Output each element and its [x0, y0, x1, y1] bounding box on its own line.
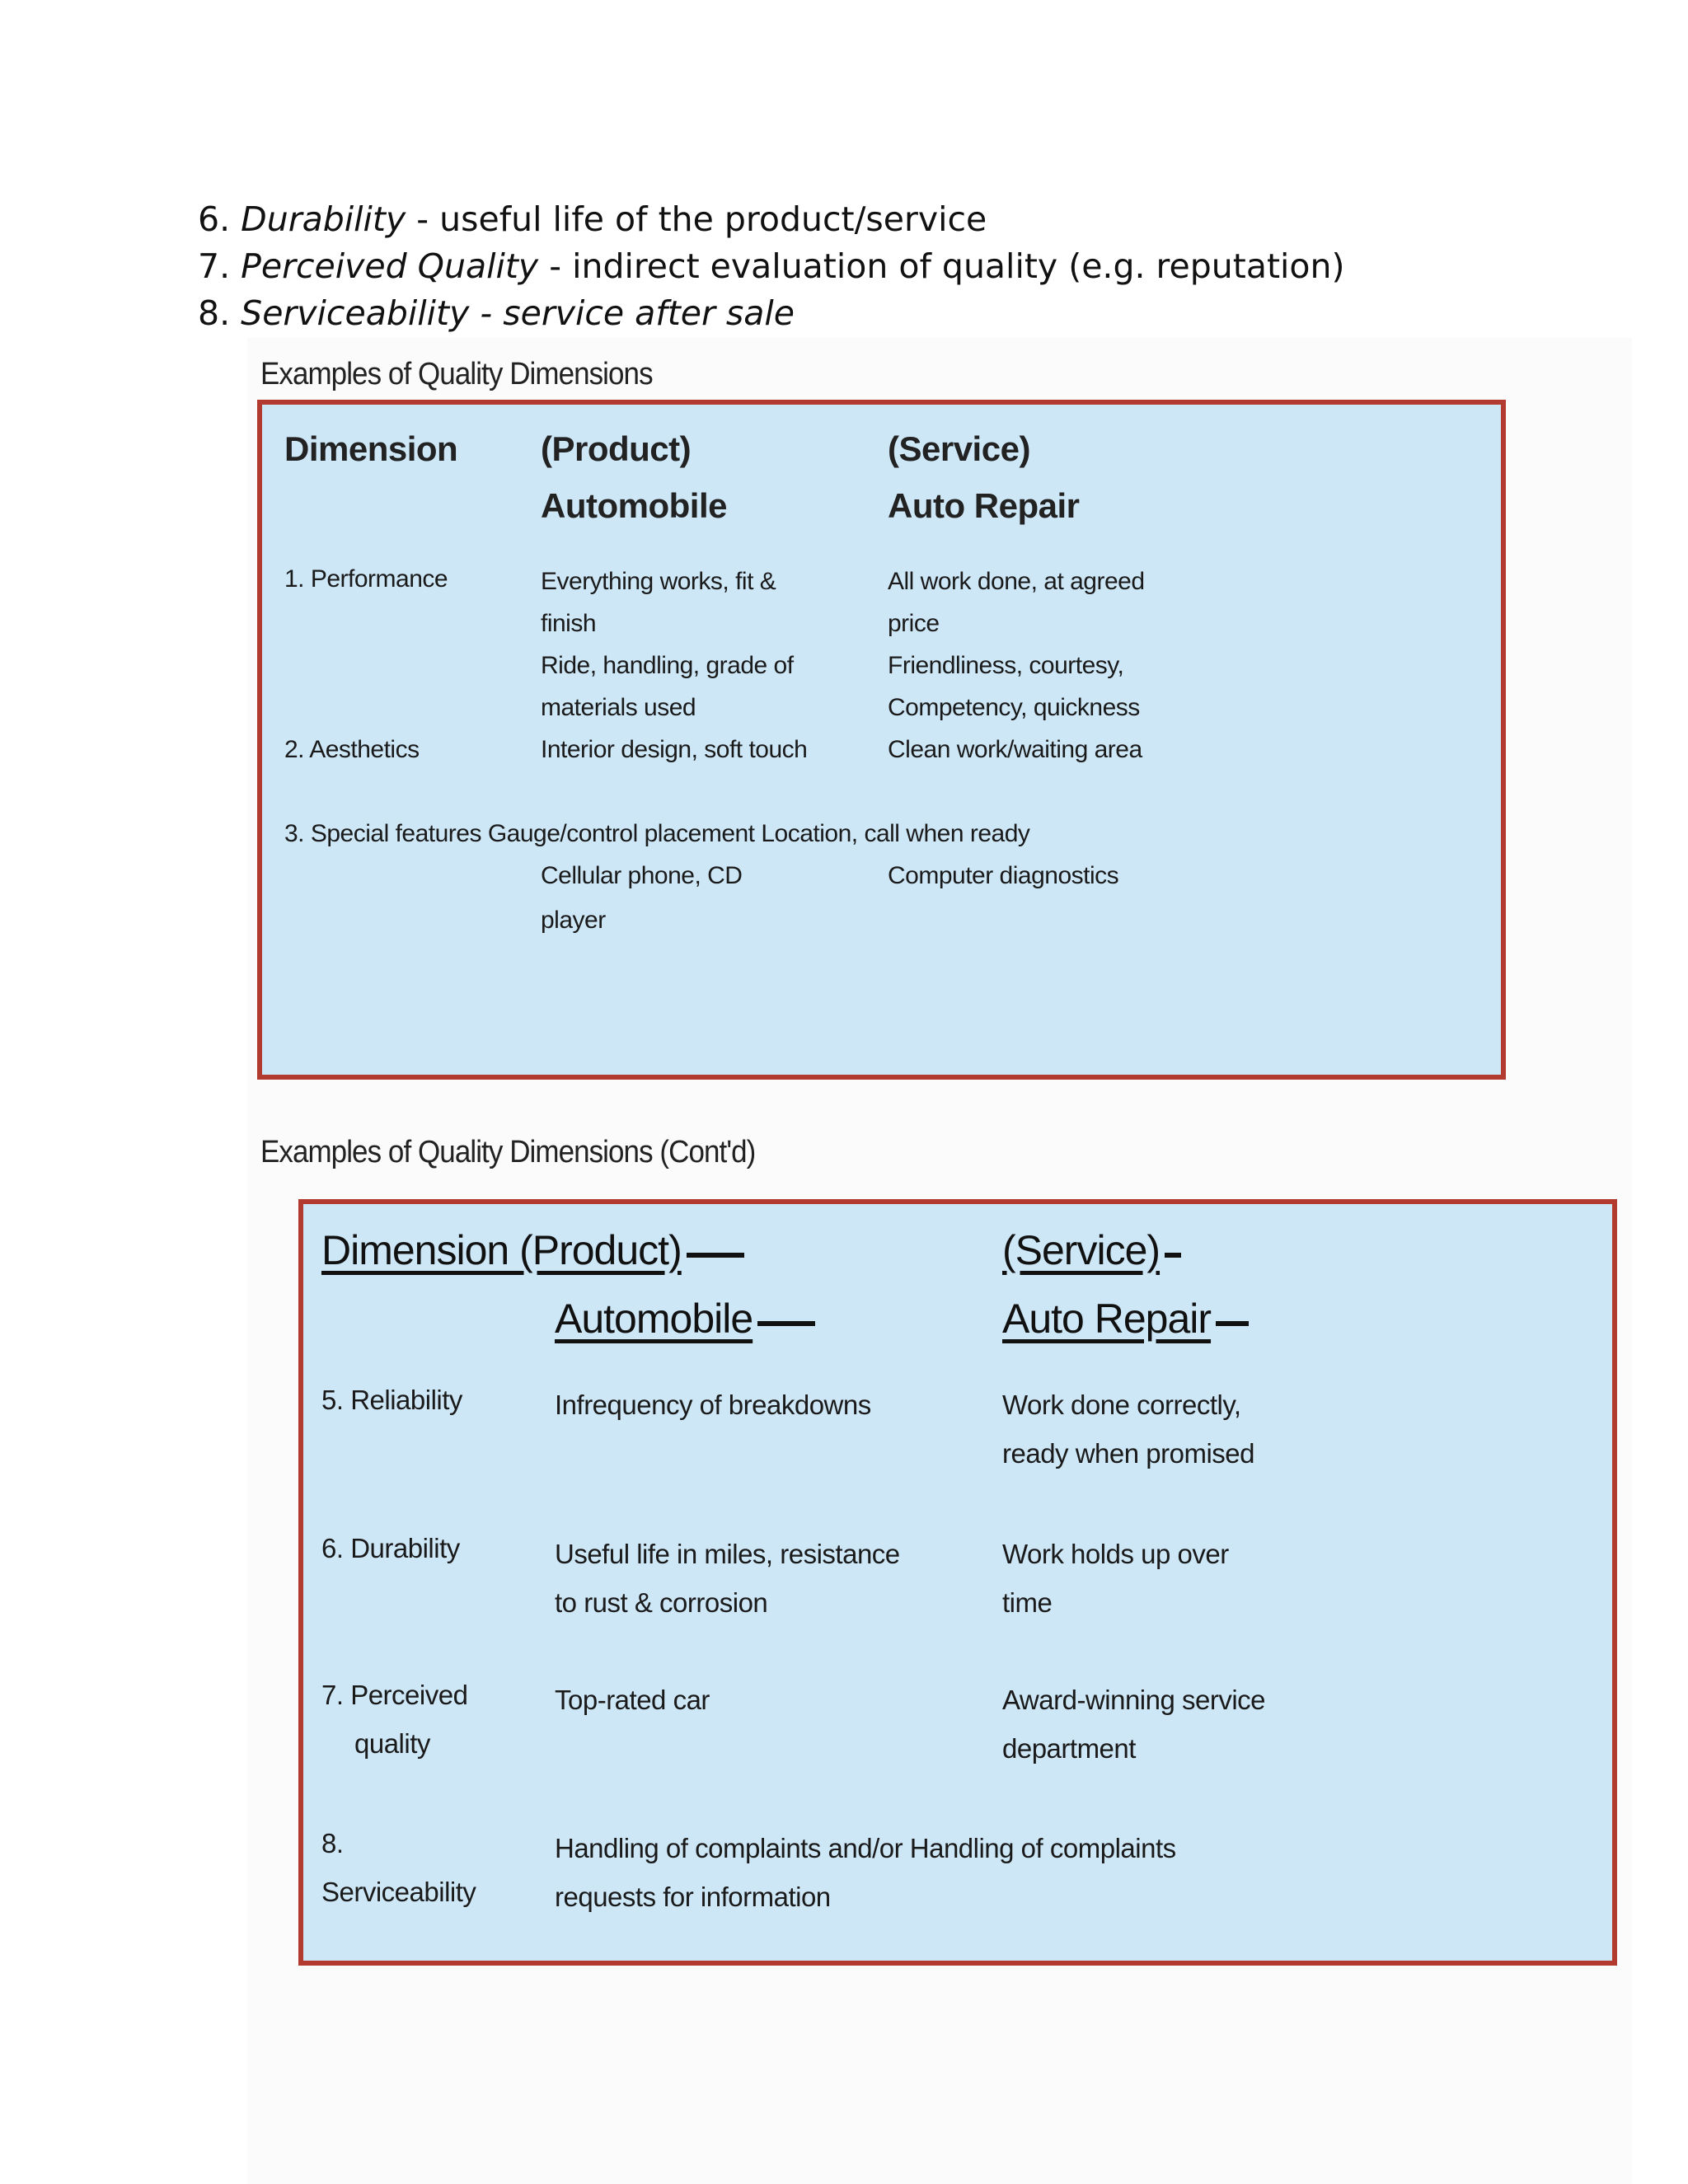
- row-product-line: Ride, handling, grade of: [541, 652, 794, 679]
- row-service-line: price: [888, 610, 940, 637]
- row-service-line: time: [1002, 1587, 1053, 1618]
- list-separator: -: [469, 293, 504, 333]
- row-dimension: Serviceability: [321, 1877, 476, 1907]
- list-separator: -: [406, 199, 440, 239]
- row-dimension: 5. Reliability: [321, 1385, 462, 1415]
- table-caption: Examples of Quality Dimensions (Cont'd): [260, 1135, 756, 1169]
- list-item-durability: [198, 196, 1344, 243]
- list-number: 7.: [198, 246, 231, 286]
- header-service-bottom-text: Auto Repair: [1002, 1296, 1212, 1342]
- row-product-line: requests for information: [555, 1882, 831, 1912]
- list-term: Serviceability: [241, 293, 470, 333]
- header-service-top: (Service): [888, 429, 1030, 468]
- row-product-line: Top-rated car: [555, 1685, 710, 1715]
- row-product-line: Useful life in miles, resistance: [555, 1539, 900, 1569]
- header-product-bottom: Automobile: [541, 486, 727, 525]
- list-description: service after sale: [503, 293, 795, 333]
- row-product-line: player: [541, 907, 606, 934]
- row-product-line: Infrequency of breakdowns: [555, 1390, 871, 1420]
- header-underline-extension: [1165, 1216, 1181, 1258]
- list-item-perceived-quality: [198, 243, 1344, 290]
- header-service-bottom: Auto Repair: [888, 486, 1080, 525]
- row-inline-text: 3. Special features Gauge/control placement Location, call when ready: [284, 820, 1030, 847]
- quality-dimensions-table-contd: [298, 1199, 1617, 1966]
- row-service-line: Work done correctly,: [1002, 1390, 1241, 1420]
- quality-dimensions-list: [198, 196, 1344, 337]
- row-service-line: Friendliness, courtesy,: [888, 652, 1124, 679]
- row-product-line: to rust & corrosion: [555, 1587, 768, 1618]
- row-service-line: ready when promised: [1002, 1438, 1254, 1469]
- list-item-serviceability: [198, 290, 1344, 337]
- row-product-line: Handling of complaints and/or Handling of complaints: [555, 1833, 1176, 1863]
- header-service-bottom: [1002, 1285, 1249, 1352]
- row-product-line: Cellular phone, CD: [541, 862, 743, 889]
- row-dimension: 6. Durability: [321, 1533, 460, 1563]
- quality-dimensions-table: [257, 400, 1506, 1080]
- row-product-line: Everything works, fit &: [541, 568, 776, 595]
- header-underline-extension: [757, 1285, 815, 1326]
- table-caption: Examples of Quality Dimensions: [260, 357, 653, 391]
- row-product-line: Interior design, soft touch: [541, 736, 808, 763]
- list-description: useful life of the product/service: [439, 199, 987, 239]
- header-product-bottom: [555, 1285, 815, 1352]
- list-separator: -: [538, 246, 573, 286]
- list-term: Durability: [241, 199, 406, 239]
- list-term: Perceived Quality: [241, 246, 539, 286]
- header-service-top-text: (Service): [1002, 1227, 1160, 1273]
- header-service-top: [1002, 1216, 1181, 1284]
- row-product-line: finish: [541, 610, 597, 637]
- header-underline-extension: [1216, 1285, 1249, 1326]
- row-dimension: 8.: [321, 1828, 344, 1858]
- row-service-line: Work holds up over: [1002, 1539, 1229, 1569]
- row-service-line: Clean work/waiting area: [888, 736, 1142, 763]
- row-service-line: Computer diagnostics: [888, 862, 1119, 889]
- header-dimension-product-text: Dimension (Product): [321, 1227, 682, 1273]
- row-service-line: Award-winning service: [1002, 1685, 1266, 1715]
- header-product-bottom-text: Automobile: [555, 1296, 753, 1342]
- list-number: 6.: [198, 199, 231, 239]
- row-dimension: 2. Aesthetics: [284, 736, 420, 763]
- header-product-top: (Product): [541, 429, 692, 468]
- row-service-line: Competency, quickness: [888, 694, 1140, 721]
- row-dimension: 7. Perceived: [321, 1680, 468, 1710]
- header-dimension-product: [321, 1216, 744, 1284]
- row-dimension: 1. Performance: [284, 565, 448, 593]
- row-product-line: materials used: [541, 694, 696, 721]
- header-underline-extension: [687, 1216, 744, 1258]
- list-number: 8.: [198, 293, 231, 333]
- header-dimension: Dimension: [284, 429, 458, 468]
- row-service-line: All work done, at agreed: [888, 568, 1145, 595]
- row-dimension: quality: [354, 1728, 430, 1759]
- list-description: indirect evaluation of quality (e.g. reputation): [572, 246, 1345, 286]
- row-service-line: department: [1002, 1733, 1136, 1764]
